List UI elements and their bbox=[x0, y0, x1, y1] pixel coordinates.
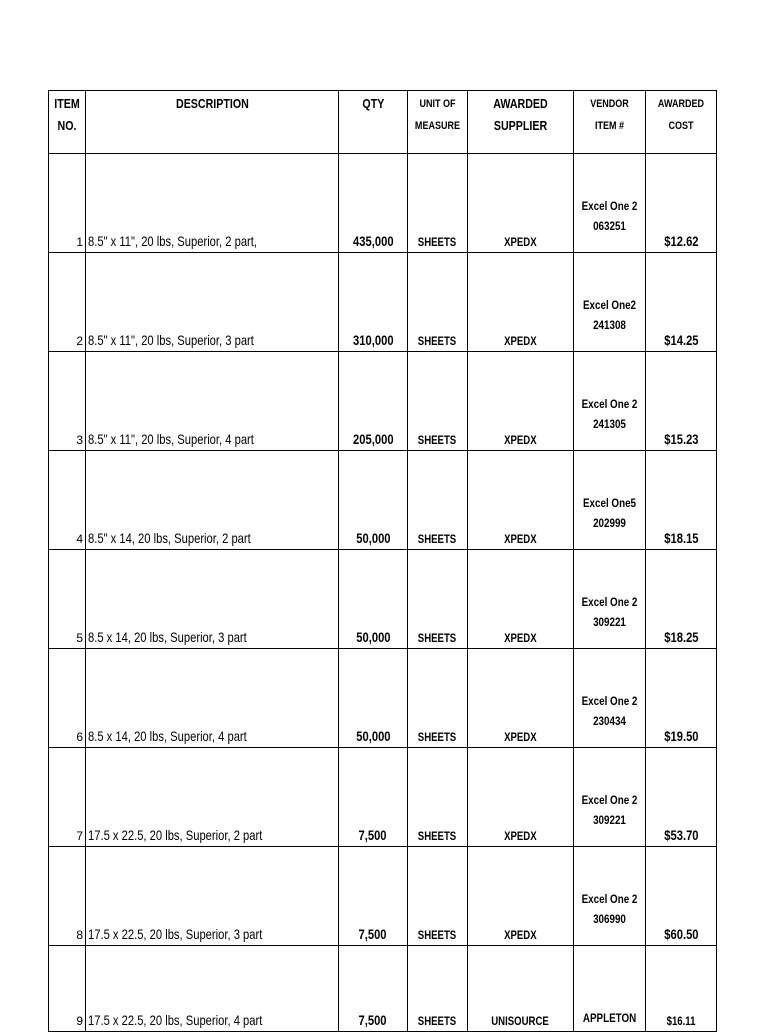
item-cost: $14.25 bbox=[646, 253, 717, 352]
table-row bbox=[49, 253, 717, 352]
header-awarded-cost: AWARDED COST bbox=[646, 91, 717, 154]
item-number: 9 bbox=[49, 946, 86, 1032]
item-description: 17.5 x 22.5, 20 lbs, Superior, 4 part bbox=[86, 946, 339, 1032]
table-row bbox=[49, 649, 717, 748]
item-unit-of-measure: SHEETS bbox=[408, 946, 468, 1032]
item-qty: 205,000 bbox=[339, 352, 408, 451]
item-vendor-number: Excel One5202999 bbox=[574, 451, 646, 550]
table-row bbox=[49, 550, 717, 649]
item-qty: 310,000 bbox=[339, 253, 408, 352]
item-number: 8 bbox=[49, 847, 86, 946]
item-qty: 7,500 bbox=[339, 748, 408, 847]
item-unit-of-measure: SHEETS bbox=[408, 154, 468, 253]
item-unit-of-measure: SHEETS bbox=[408, 649, 468, 748]
item-supplier: XPEDX bbox=[468, 352, 574, 451]
item-unit-of-measure: SHEETS bbox=[408, 748, 468, 847]
table-row bbox=[49, 451, 717, 550]
header-awarded-supplier: AWARDED SUPPLIER bbox=[468, 91, 574, 154]
item-cost: $19.50 bbox=[646, 649, 717, 748]
item-qty: 50,000 bbox=[339, 550, 408, 649]
item-number: 6 bbox=[49, 649, 86, 748]
header-vendor-item: VENDOR ITEM # bbox=[574, 91, 646, 154]
header-description: DESCRIPTION bbox=[86, 91, 339, 154]
bid-award-table bbox=[48, 90, 717, 1032]
item-unit-of-measure: SHEETS bbox=[408, 847, 468, 946]
item-supplier: XPEDX bbox=[468, 847, 574, 946]
item-qty: 7,500 bbox=[339, 946, 408, 1032]
item-number: 2 bbox=[49, 253, 86, 352]
item-unit-of-measure: SHEETS bbox=[408, 550, 468, 649]
item-vendor-number: Excel One 2309221 bbox=[574, 748, 646, 847]
header-row bbox=[49, 91, 717, 154]
table-row bbox=[49, 748, 717, 847]
item-vendor-number: Excel One 2306990 bbox=[574, 847, 646, 946]
header-qty: QTY bbox=[339, 91, 408, 154]
item-description: 8.5" x 11", 20 lbs, Superior, 4 part bbox=[86, 352, 339, 451]
item-supplier: XPEDX bbox=[468, 649, 574, 748]
item-description: 8.5" x 11", 20 lbs, Superior, 3 part bbox=[86, 253, 339, 352]
item-supplier: XPEDX bbox=[468, 550, 574, 649]
item-vendor-number: Excel One 2241305 bbox=[574, 352, 646, 451]
item-number: 7 bbox=[49, 748, 86, 847]
item-description: 8.5" x 14, 20 lbs, Superior, 2 part bbox=[86, 451, 339, 550]
item-supplier: XPEDX bbox=[468, 154, 574, 253]
item-unit-of-measure: SHEETS bbox=[408, 253, 468, 352]
item-vendor-number: Excel One 2309221 bbox=[574, 550, 646, 649]
item-supplier: XPEDX bbox=[468, 451, 574, 550]
table-row bbox=[49, 352, 717, 451]
item-vendor-number: Excel One 2230434 bbox=[574, 649, 646, 748]
item-unit-of-measure: SHEETS bbox=[408, 451, 468, 550]
item-cost: $15.23 bbox=[646, 352, 717, 451]
item-qty: 50,000 bbox=[339, 649, 408, 748]
item-qty: 7,500 bbox=[339, 847, 408, 946]
item-supplier: XPEDX bbox=[468, 253, 574, 352]
item-cost: $60.50 bbox=[646, 847, 717, 946]
item-description: 17.5 x 22.5, 20 lbs, Superior, 2 part bbox=[86, 748, 339, 847]
table-row bbox=[49, 946, 717, 1032]
item-number: 3 bbox=[49, 352, 86, 451]
item-vendor-number: Excel One2241308 bbox=[574, 253, 646, 352]
item-description: 8.5 x 14, 20 lbs, Superior, 3 part bbox=[86, 550, 339, 649]
item-cost: $18.25 bbox=[646, 550, 717, 649]
item-number: 5 bbox=[49, 550, 86, 649]
item-cost: $53.70 bbox=[646, 748, 717, 847]
header-unit-of-measure: UNIT OF MEASURE bbox=[408, 91, 468, 154]
header-item-no: ITEM NO. bbox=[49, 91, 86, 154]
table-row bbox=[49, 847, 717, 946]
item-description: 8.5" x 11", 20 lbs, Superior, 2 part, bbox=[86, 154, 339, 253]
item-qty: 435,000 bbox=[339, 154, 408, 253]
item-cost: $12.62 bbox=[646, 154, 717, 253]
item-number: 1 bbox=[49, 154, 86, 253]
item-description: 17.5 x 22.5, 20 lbs, Superior, 3 part bbox=[86, 847, 339, 946]
table-row bbox=[49, 154, 717, 253]
item-unit-of-measure: SHEETS bbox=[408, 352, 468, 451]
item-cost: $18.15 bbox=[646, 451, 717, 550]
item-cost: $16.11 bbox=[646, 946, 717, 1032]
item-qty: 50,000 bbox=[339, 451, 408, 550]
item-description: 8.5 x 14, 20 lbs, Superior, 4 part bbox=[86, 649, 339, 748]
item-supplier: UNISOURCE bbox=[468, 946, 574, 1032]
item-number: 4 bbox=[49, 451, 86, 550]
item-vendor-number: APPLETON bbox=[574, 946, 646, 1032]
item-supplier: XPEDX bbox=[468, 748, 574, 847]
item-vendor-number: Excel One 2063251 bbox=[574, 154, 646, 253]
